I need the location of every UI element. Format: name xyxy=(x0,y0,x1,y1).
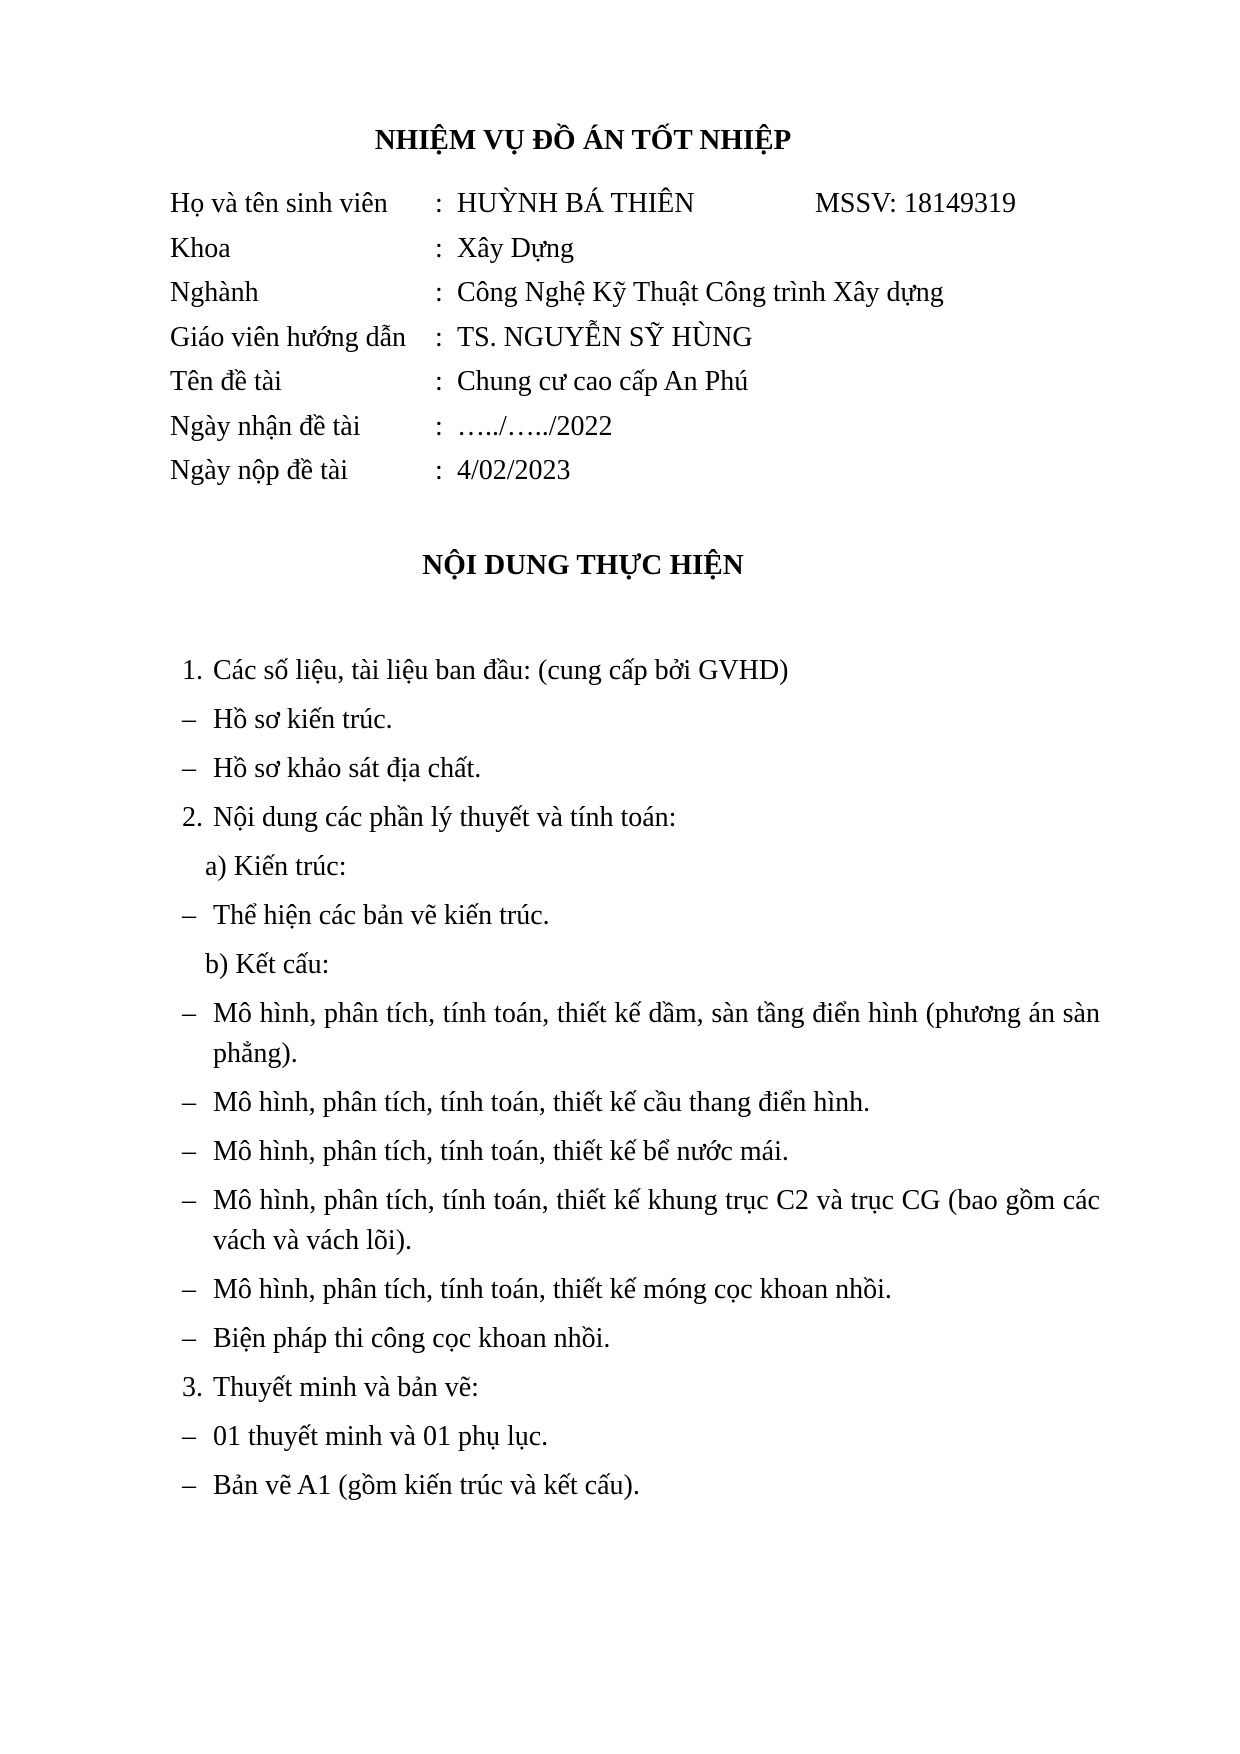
info-separator: : xyxy=(435,277,443,308)
item-text: Biện pháp thi công cọc khoan nhồi. xyxy=(213,1322,611,1354)
info-row-date-submitted xyxy=(170,449,1100,494)
info-row-advisor xyxy=(170,316,1100,361)
list-item xyxy=(170,700,1100,740)
item-marker: – xyxy=(182,703,196,735)
list-item xyxy=(170,1083,1100,1123)
student-id: MSSV: 18149319 xyxy=(815,188,1016,219)
item-marker: – xyxy=(182,1273,196,1305)
document-title: NHIỆM VỤ ĐỒ ÁN TỐT NHIỆP xyxy=(374,124,792,156)
content-list xyxy=(170,651,1100,1506)
list-item xyxy=(170,896,1100,936)
info-row-major xyxy=(170,271,1100,316)
item-text: 01 thuyết minh và 01 phụ lục. xyxy=(213,1420,549,1452)
info-separator: : xyxy=(435,366,443,397)
info-value: Công Nghệ Kỹ Thuật Công trình Xây dựng xyxy=(457,277,944,308)
item-text: Nội dung các phần lý thuyết và tính toán: xyxy=(213,801,677,833)
info-value: 4/02/2023 xyxy=(457,455,571,486)
list-item-sub xyxy=(170,945,1100,985)
item-marker: – xyxy=(182,1322,196,1354)
list-item xyxy=(170,1466,1100,1506)
item-marker: – xyxy=(182,997,196,1029)
info-value: Xây Dựng xyxy=(457,232,575,264)
item-text: Các số liệu, tài liệu ban đầu: (cung cấp bởi GVHD) xyxy=(213,654,789,686)
item-marker: – xyxy=(182,1420,196,1452)
info-separator: : xyxy=(435,232,443,264)
info-separator: : xyxy=(435,321,443,353)
list-item xyxy=(170,651,1100,691)
info-value: Chung cư cao cấp An Phú xyxy=(457,366,749,397)
info-label: Nghành xyxy=(170,277,259,308)
list-item xyxy=(170,1319,1100,1359)
info-separator: : xyxy=(435,410,443,442)
info-value: TS. NGUYỄN SỸ HÙNG xyxy=(457,321,753,353)
item-text: a) Kiến trúc: xyxy=(205,850,347,882)
info-row-date-received xyxy=(170,405,1100,450)
section-title: NỘI DUNG THỰC HIỆN xyxy=(422,548,744,581)
list-item xyxy=(170,798,1100,838)
item-marker: – xyxy=(182,1469,196,1501)
info-value: HUỲNH BÁ THIÊN xyxy=(457,188,695,219)
item-marker: – xyxy=(182,1135,196,1167)
list-item xyxy=(170,1270,1100,1310)
item-marker: 2. xyxy=(182,801,203,833)
info-label: Ngày nhận đề tài xyxy=(170,410,361,442)
item-marker: – xyxy=(182,1184,196,1216)
item-text: Thuyết minh và bản vẽ: xyxy=(213,1371,479,1403)
item-text: Mô hình, phân tích, tính toán, thiết kế dầm, sàn tầng điển hình (phương án sàn phẳng). xyxy=(213,997,1100,1069)
item-text: Mô hình, phân tích, tính toán, thiết kế cầu thang điển hình. xyxy=(213,1086,871,1118)
info-row-project-title xyxy=(170,360,1100,405)
item-marker: 3. xyxy=(182,1371,203,1403)
info-separator: : xyxy=(435,455,443,486)
info-table xyxy=(170,182,1100,494)
info-separator: : xyxy=(435,188,443,219)
info-value: …../…../2022 xyxy=(457,410,613,442)
item-text: Hồ sơ khảo sát địa chất. xyxy=(213,752,482,784)
list-item xyxy=(170,1368,1100,1408)
info-row-student-name xyxy=(170,182,1100,227)
item-text: Bản vẽ A1 (gồm kiến trúc và kết cấu). xyxy=(213,1469,640,1501)
item-marker: – xyxy=(182,899,196,931)
info-label: Họ và tên sinh viên xyxy=(170,188,388,219)
list-item xyxy=(170,1181,1100,1261)
info-row-faculty xyxy=(170,227,1100,272)
info-label: Ngày nộp đề tài xyxy=(170,455,349,486)
item-text: Hồ sơ kiến trúc. xyxy=(213,703,393,735)
info-label: Khoa xyxy=(170,232,231,264)
list-item xyxy=(170,994,1100,1074)
list-item-sub xyxy=(170,847,1100,887)
list-item xyxy=(170,749,1100,789)
item-marker: 1. xyxy=(182,654,203,686)
item-text: Mô hình, phân tích, tính toán, thiết kế móng cọc khoan nhồi. xyxy=(213,1273,892,1305)
item-text: Mô hình, phân tích, tính toán, thiết kế bể nước mái. xyxy=(213,1135,789,1167)
item-marker: – xyxy=(182,752,196,784)
item-text: Mô hình, phân tích, tính toán, thiết kế khung trục C2 và trục CG (bao gồm các vách và vách lõi). xyxy=(213,1184,1100,1256)
item-marker: – xyxy=(182,1086,196,1118)
info-label: Tên đề tài xyxy=(170,366,282,397)
item-text: Thể hiện các bản vẽ kiến trúc. xyxy=(213,899,550,931)
list-item xyxy=(170,1417,1100,1457)
info-label: Giáo viên hướng dẫn xyxy=(170,321,407,353)
list-item xyxy=(170,1132,1100,1172)
item-text: b) Kết cấu: xyxy=(205,948,330,980)
